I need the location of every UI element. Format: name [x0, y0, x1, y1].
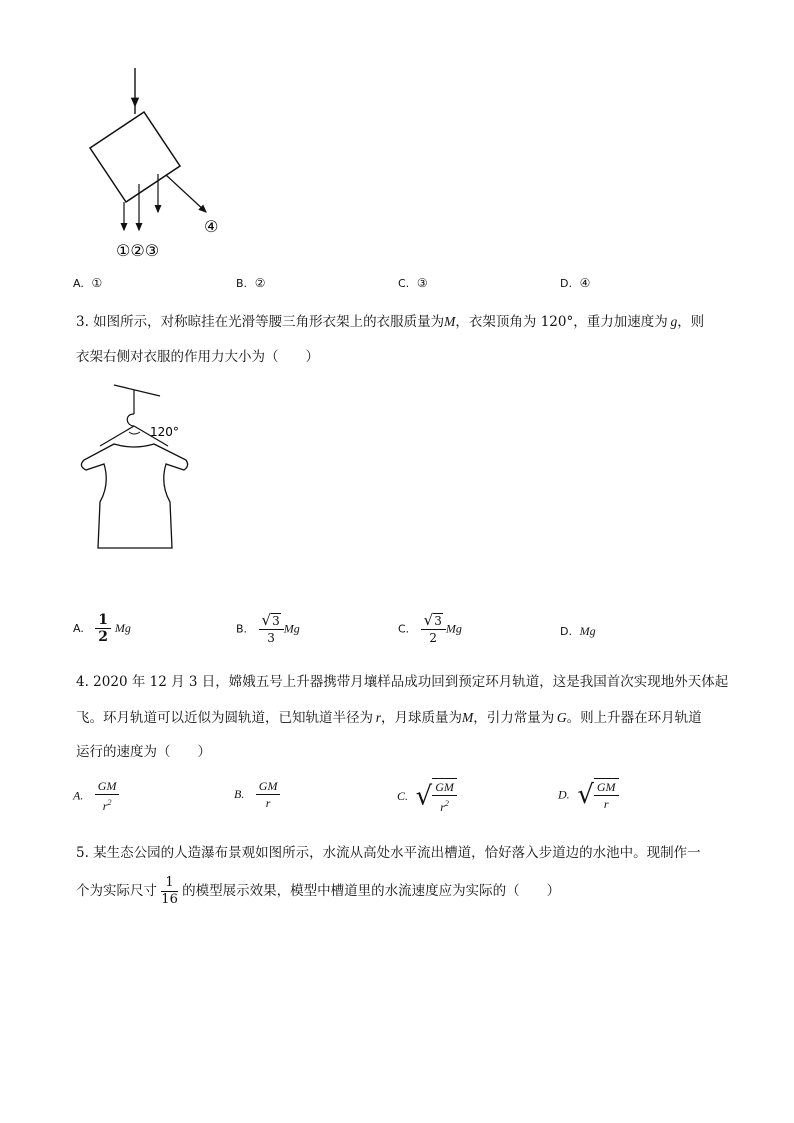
q4-option-d[interactable]: D. √ $\frac{GM}{r}$ [558, 778, 619, 812]
q4-stem-line3: 运行的速度为（ ） [76, 744, 211, 760]
q3-stem-line2: 衣架右侧对衣服的作用力大小为（ ） [76, 349, 319, 365]
q2-option-c[interactable]: C. ③ [398, 276, 428, 290]
square-block [90, 112, 180, 202]
q4-option-c[interactable]: C. √ $\frac{GM}{r^2}$ [397, 778, 457, 815]
q4-option-b[interactable]: B. $\frac{GM}{r}$ [234, 778, 280, 811]
angle-arc [129, 432, 140, 434]
q4-option-a[interactable]: A. $\frac{GM}{r^2}$ [73, 778, 119, 814]
q3-option-b[interactable]: B. $\frac{√3}{3}$ Mg [236, 611, 300, 645]
hanger-hook [127, 414, 134, 426]
q2-option-a[interactable]: A. ① [73, 276, 103, 290]
q2-option-d[interactable]: D. ④ [560, 276, 591, 290]
q3-hanger-figure [74, 380, 214, 555]
arrow-4 [166, 175, 206, 212]
q3-option-a[interactable]: A. $\frac{1}{2}$ Mg [73, 612, 131, 645]
q3-option-c[interactable]: C. $\frac{√3}{2}$ Mg [398, 611, 462, 645]
q5-stem-line1: 5. 某生态公园的人造瀑布景观如图所示，水流从高处水平流出槽道，恰好落入步道边的水池中。现制作一 [76, 845, 701, 861]
arrow-label-4: ④ [204, 217, 219, 236]
q3-stem-line1: 3. 如图所示，对称晾挂在光滑等腰三角形衣架上的衣服质量为M，衣架顶角为 120°，重力加速度为 g，则 [76, 314, 705, 330]
q2-option-b[interactable]: B. ② [236, 276, 266, 290]
angle-label: 120° [150, 425, 179, 439]
q2-force-figure [80, 62, 260, 262]
q4-stem-line2: 飞。环月轨道可以近似为圆轨道，已知轨道半径为 r，月球质量为M，引力常量为 G。则上升器在环月轨道 [76, 710, 702, 726]
arrow-labels-123: ①②③ [116, 241, 160, 260]
q3-option-d[interactable]: D. Mg [560, 624, 596, 638]
clothing [81, 444, 187, 548]
hanger-left-arm [100, 426, 134, 446]
q5-stem-line2: 个为实际尺寸 $\frac{1}{16}$ 的模型展示效果，模型中槽道里的水流速度应为实际的（ ） [76, 875, 561, 907]
q4-stem-line1: 4. 2020 年 12 月 3 日，嫦娥五号上升器携带月壤样品成功回到预定环月轨道，这是我国首次实现地外天体起 [76, 674, 729, 690]
rod [114, 385, 160, 396]
